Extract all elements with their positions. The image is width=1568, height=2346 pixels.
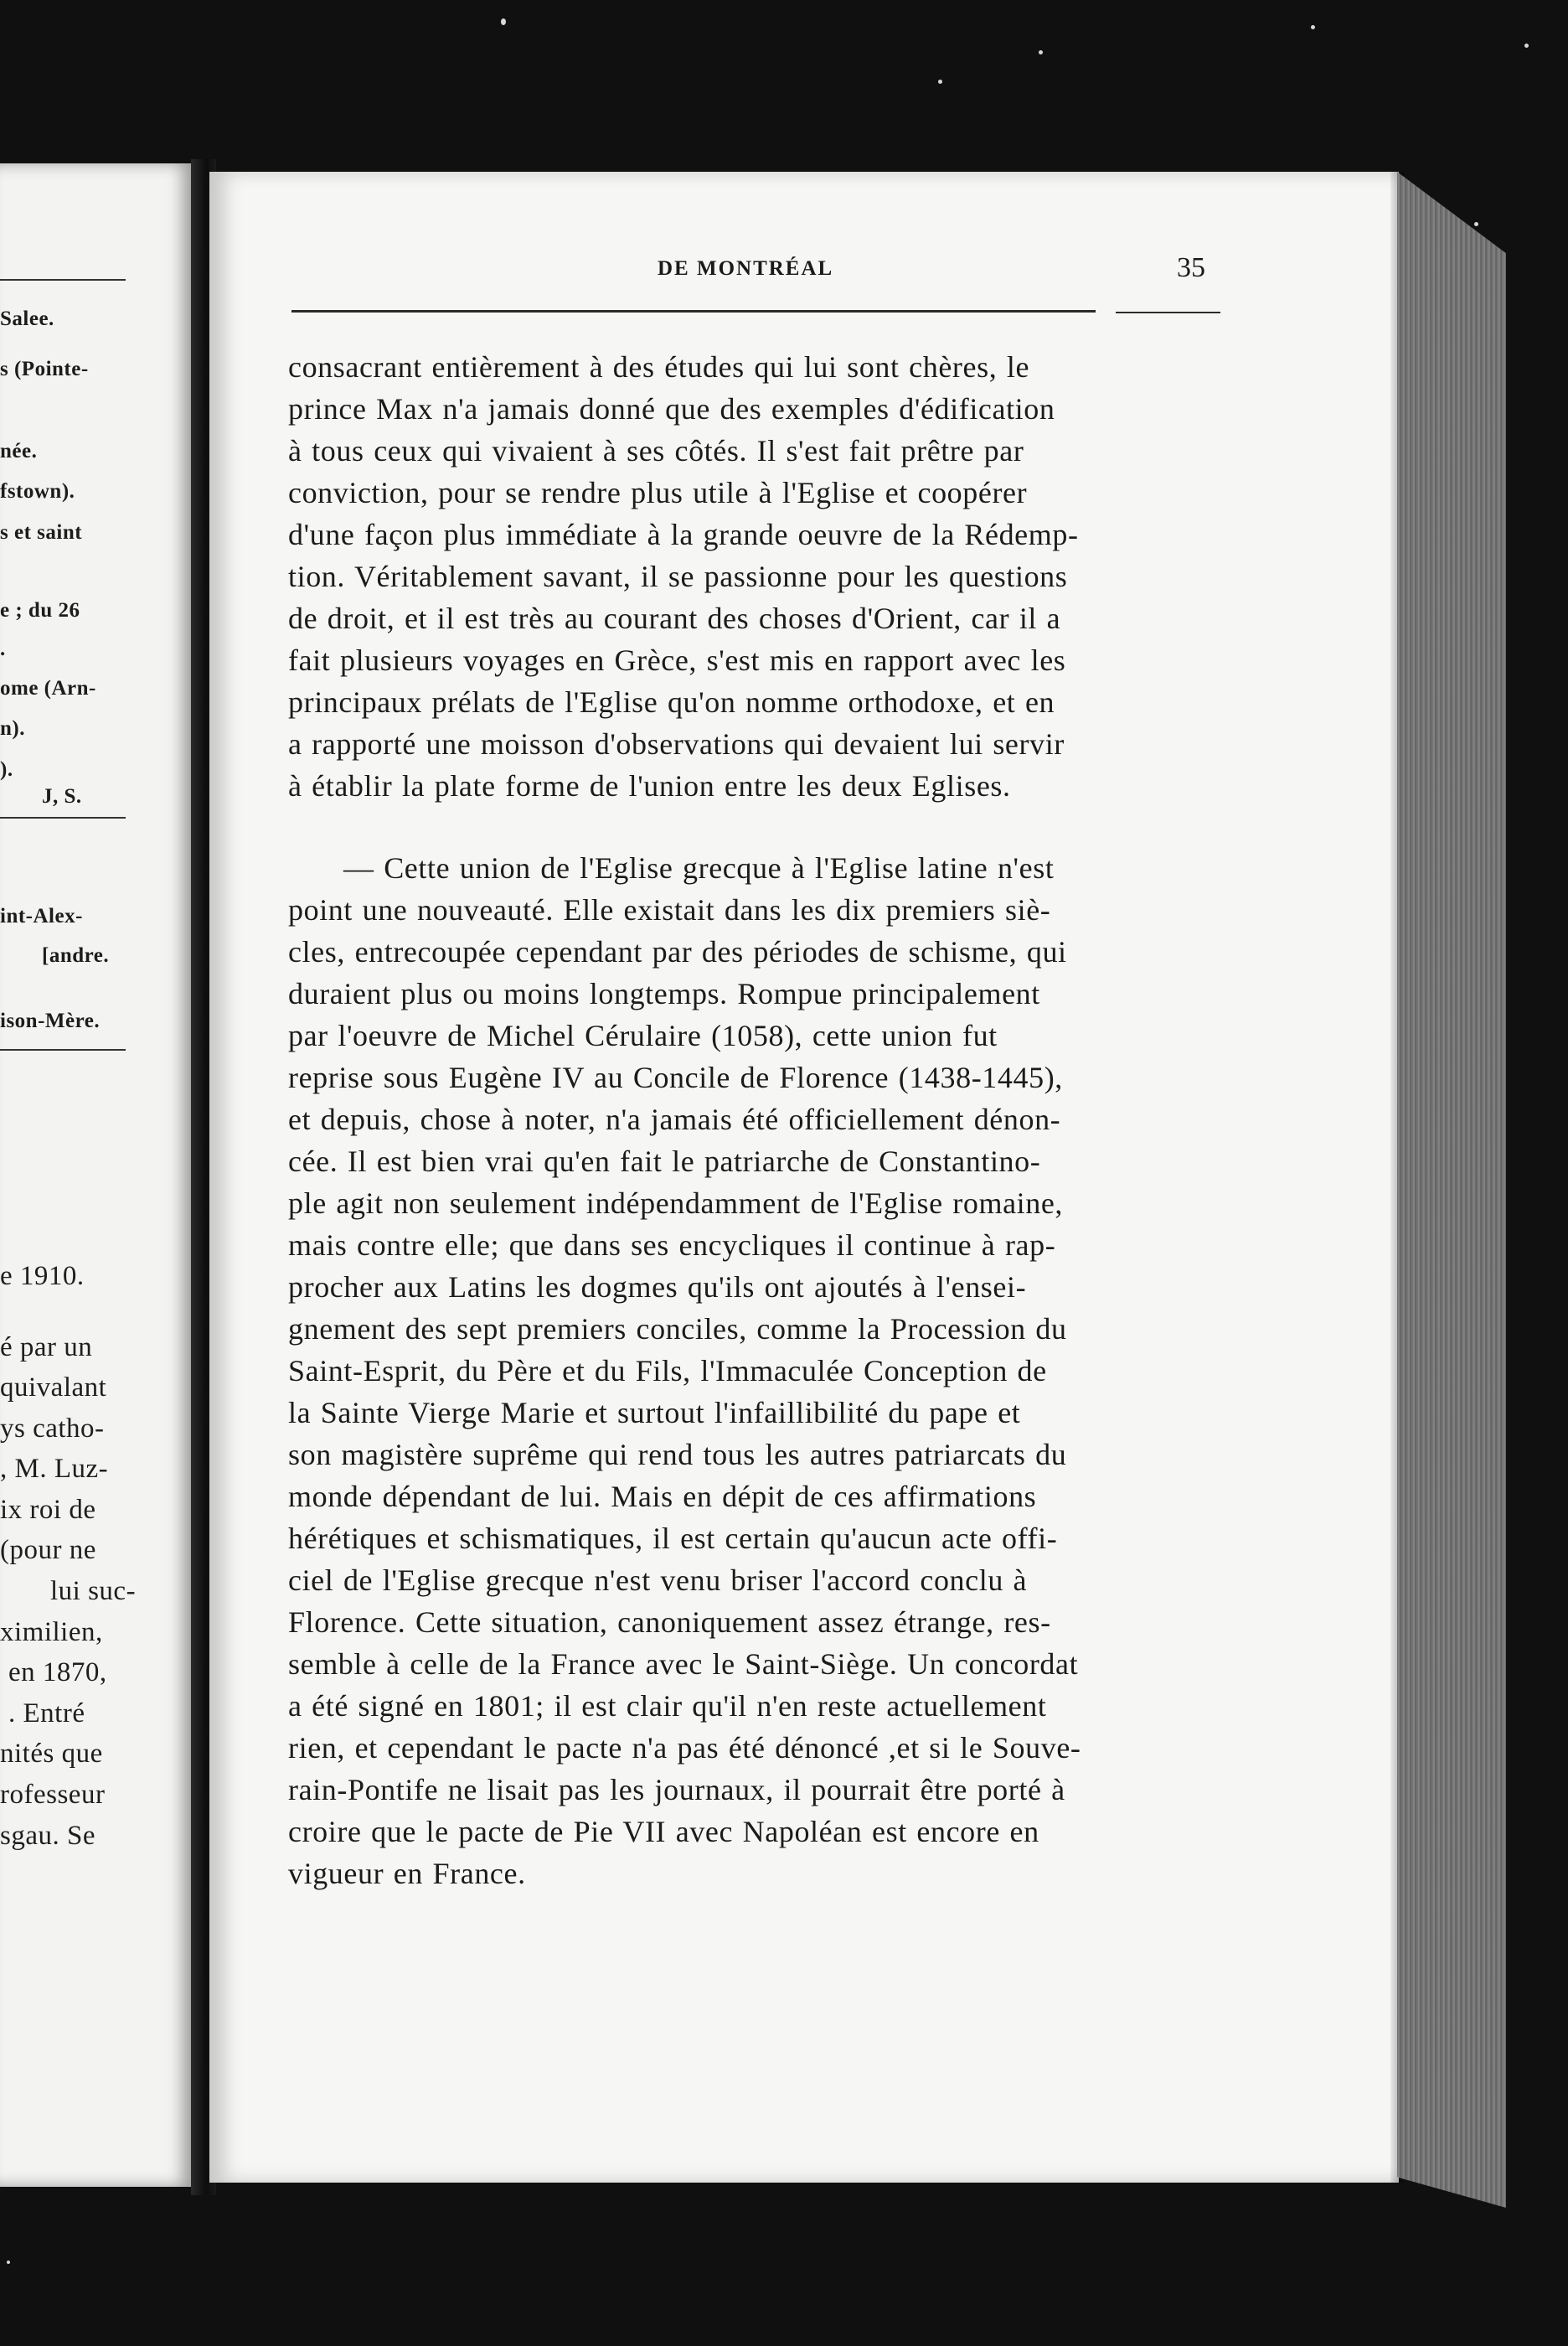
header-rule-short xyxy=(1116,312,1220,313)
left-page-line: ison-Mère. xyxy=(0,1010,101,1032)
paragraph-1-line: tion. Véritablement savant, il se passionne pour les questions xyxy=(288,560,1068,593)
paragraph-2-line: Saint-Esprit, du Père et du Fils, l'Immaculée Conception de xyxy=(288,1354,1047,1387)
paragraph-2-line: ciel de l'Eglise grecque n'est venu briser l'accord conclu à xyxy=(288,1563,1028,1597)
dust-speck xyxy=(7,2261,10,2264)
paragraph-2-line: cles, entrecoupée cependant par des périodes de schisme, qui xyxy=(288,935,1067,969)
left-page-line: ). xyxy=(0,758,13,781)
left-page-line: ome (Arn- xyxy=(0,677,96,700)
paragraph-1-line: a rapporté une moisson d'observations qui devaient lui servir xyxy=(288,727,1065,761)
paragraph-2-line: ple agit non seulement indépendamment de l'Eglise romaine, xyxy=(288,1186,1064,1220)
book-page-edges xyxy=(1397,172,1506,2208)
dust-speck xyxy=(501,18,506,25)
paragraph-2-line: gnement des sept premiers conciles, comme la Procession du xyxy=(288,1312,1067,1346)
left-page-line: . Entré xyxy=(8,1698,85,1728)
left-page-rule xyxy=(0,1049,126,1051)
left-page-line: ix roi de xyxy=(0,1495,96,1525)
paragraph-1-line: à établir la plate forme de l'union entre les deux Eglises. xyxy=(288,769,1011,803)
left-page-line: rofesseur xyxy=(0,1780,106,1810)
left-page-line: , M. Luz- xyxy=(0,1454,109,1484)
left-page-line: quivalant xyxy=(0,1372,107,1403)
paragraph-2-line: hérétiques et schismatiques, il est certain qu'aucun acte offi- xyxy=(288,1522,1058,1555)
paragraph-2-line: Florence. Cette situation, canoniquement assez étrange, res- xyxy=(288,1605,1051,1639)
dust-speck xyxy=(938,80,942,84)
left-page-line: ys catho- xyxy=(0,1413,105,1444)
paragraph-1-line: de droit, et il est très au courant des choses d'Orient, car il a xyxy=(288,602,1061,635)
dust-speck xyxy=(1311,25,1315,29)
header-rule xyxy=(291,310,1096,313)
left-page-line: (pour ne xyxy=(0,1535,96,1565)
left-page-line: née. xyxy=(0,440,38,462)
paragraph-2-line: la Sainte Vierge Marie et surtout l'infaillibilité du pape et xyxy=(288,1396,1021,1429)
left-page-line: en 1870, xyxy=(8,1657,107,1687)
paragraph-2-line: et depuis, chose à noter, n'a jamais été officiellement dénon- xyxy=(288,1103,1061,1136)
left-page-line: é par un xyxy=(0,1332,93,1362)
left-page-line: Salee. xyxy=(0,307,54,330)
left-page-header-rule xyxy=(0,279,126,281)
running-head: DE MONTRÉAL xyxy=(658,257,834,280)
left-page-line: ximilien, xyxy=(0,1617,103,1647)
paragraph-2-line: rain-Pontife ne lisait pas les journaux, il pourrait être porté à xyxy=(288,1773,1065,1806)
paragraph-1-line: consacrant entièrement à des études qui lui sont chères, le xyxy=(288,350,1030,384)
paragraph-2-line: vigueur en France. xyxy=(288,1857,526,1890)
dust-speck xyxy=(1474,222,1478,226)
paragraph-1-line: à tous ceux qui vivaient à ses côtés. Il s'est fait prêtre par xyxy=(288,434,1024,468)
paragraph-2-line: rien, et cependant le pacte n'a pas été dénoncé ,et si le Souve- xyxy=(288,1731,1081,1765)
paragraph-2-line: procher aux Latins les dogmes qu'ils ont ajoutés à l'ensei- xyxy=(288,1270,1027,1304)
paragraph-2-line: son magistère suprême qui rend tous les autres patriarcats du xyxy=(288,1438,1067,1471)
paragraph-2-line: reprise sous Eugène IV au Concile de Florence (1438-1445), xyxy=(288,1061,1063,1094)
left-page-line: e 1910. xyxy=(0,1261,85,1291)
paragraph-1-line: d'une façon plus immédiate à la grande oeuvre de la Rédemp- xyxy=(288,518,1079,551)
paragraph-2-line: — Cette union de l'Eglise grecque à l'Eglise latine n'est xyxy=(343,851,1055,885)
paragraph-2-line: a été signé en 1801; il est clair qu'il n'en reste actuellement xyxy=(288,1689,1047,1723)
paragraph-2-line: croire que le pacte de Pie VII avec Napoléan est encore en xyxy=(288,1815,1039,1848)
left-page-line: n). xyxy=(0,717,25,740)
left-page-line: . xyxy=(0,638,6,660)
left-page-line: s (Pointe- xyxy=(0,358,89,380)
paragraph-2-line: cée. Il est bien vrai qu'en fait le patriarche de Constantino- xyxy=(288,1145,1041,1178)
paragraph-2-line: duraient plus ou moins longtemps. Rompue principalement xyxy=(288,977,1040,1010)
left-page-line: nités que xyxy=(0,1739,103,1769)
right-page xyxy=(209,172,1399,2183)
paragraph-1-line: conviction, pour se rendre plus utile à l'Eglise et coopérer xyxy=(288,476,1028,509)
dust-speck xyxy=(1039,50,1043,54)
left-page-line: lui suc- xyxy=(50,1576,137,1606)
left-page-line: sgau. Se xyxy=(0,1821,95,1851)
left-page-line: e ; du 26 xyxy=(0,599,80,622)
left-page-line: s et saint xyxy=(0,521,83,544)
paragraph-2-line: monde dépendant de lui. Mais en dépit de ces affirmations xyxy=(288,1480,1037,1513)
page-number: 35 xyxy=(1177,252,1205,283)
left-page-line: [andre. xyxy=(42,944,110,967)
paragraph-1-line: prince Max n'a jamais donné que des exemples d'édification xyxy=(288,392,1055,426)
left-page-line: int-Alex- xyxy=(0,905,83,928)
paragraph-2-line: mais contre elle; que dans ses encycliques il continue à rap- xyxy=(288,1228,1056,1262)
paragraph-2-line: semble à celle de la France avec le Saint-Siège. Un concordat xyxy=(288,1647,1079,1681)
dust-speck xyxy=(1524,44,1529,48)
paragraph-1-line: fait plusieurs voyages en Grèce, s'est mis en rapport avec les xyxy=(288,643,1066,677)
paragraph-1-line: principaux prélats de l'Eglise qu'on nomme orthodoxe, et en xyxy=(288,685,1055,719)
left-page-line: fstown). xyxy=(0,480,75,503)
paragraph-2-line: point une nouveauté. Elle existait dans les dix premiers siè- xyxy=(288,893,1051,927)
left-page xyxy=(0,163,194,2187)
left-page-line: J, S. xyxy=(42,785,82,808)
left-page-rule xyxy=(0,817,126,819)
paragraph-2-line: par l'oeuvre de Michel Cérulaire (1058), cette union fut xyxy=(288,1019,998,1052)
